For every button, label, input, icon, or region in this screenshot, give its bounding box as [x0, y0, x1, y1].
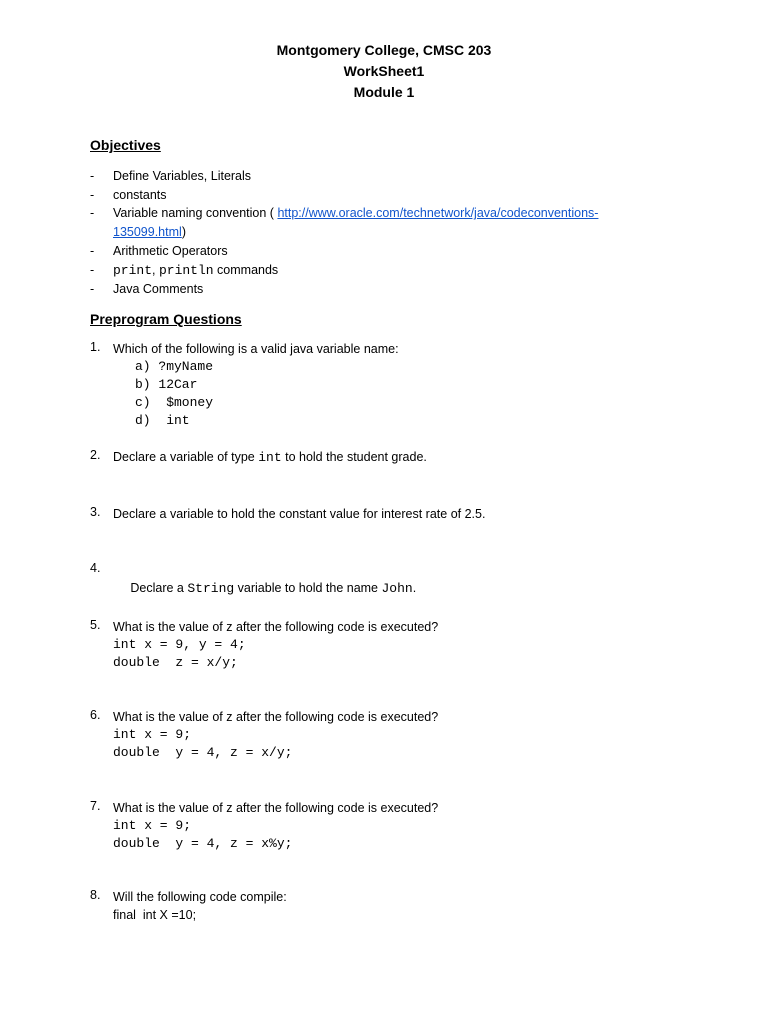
objective-item: - Arithmetic Operators — [90, 243, 228, 258]
code-line: int x = 9; — [113, 727, 192, 742]
option-b: b) 12Car — [135, 377, 198, 392]
question-7: 7. What is the value of z after the following code is executed? int x = 9; double y = 4, z = x%y; — [90, 799, 690, 853]
course-title: Montgomery College, CMSC 203 — [276, 42, 492, 58]
module-title: Module 1 — [353, 84, 415, 100]
question-8: 8. Will the following code compile: final int X =10; — [90, 888, 690, 924]
question-text: What is the value of z after the following code is executed? — [113, 801, 439, 815]
question-text: Declare a variable to hold the constant value for interest rate of 2.5. — [113, 507, 486, 521]
code-line: int x = 9, y = 4; — [113, 637, 246, 652]
question-text: What is the value of z after the following code is executed? — [113, 710, 439, 724]
question-1: 1. Which of the following is a valid java variable name: a) ?myName b) 12Car c) $money d) int — [90, 340, 690, 430]
option-a: a) ?myName — [135, 359, 214, 374]
option-d: d) int — [135, 413, 190, 428]
objectives-heading: Objectives — [90, 137, 161, 153]
question-4: 4. Declare a String variable to hold the name John. — [90, 561, 417, 596]
code-conventions-link[interactable]: http://www.oracle.com/technetwork/java/codeconventions-135099.html — [113, 206, 599, 240]
objective-item: - constants — [90, 187, 167, 202]
objectives-list — [90, 167, 650, 299]
question-text: Which of the following is a valid java variable name: — [113, 342, 399, 356]
worksheet-title: WorkSheet1 — [343, 63, 425, 79]
objective-item: - Variable naming convention ( http://www.oracle.com/technetwork/java/codeconventions-135099.html) — [90, 206, 599, 240]
question-text: What is the value of z after the following code is executed? — [113, 620, 439, 634]
code-line: double y = 4, z = x/y; — [113, 745, 293, 760]
code-line: double y = 4, z = x%y; — [113, 836, 293, 851]
document-header — [0, 40, 768, 103]
question-6: 6. What is the value of z after the following code is executed? int x = 9; double y = 4, z = x/y; — [90, 708, 690, 762]
options-list — [113, 358, 690, 430]
code-line: final int X =10; — [113, 908, 197, 922]
code-line: int x = 9; — [113, 818, 192, 833]
question-2: 2. Declare a variable of type int to hold the student grade. — [90, 448, 427, 465]
objective-item: - Define Variables, Literals — [90, 169, 252, 183]
objective-item: - Java Comments — [90, 282, 204, 297]
code-line: double z = x/y; — [113, 655, 238, 670]
question-text: Will the following code compile: — [113, 890, 287, 904]
preprogram-heading: Preprogram Questions — [90, 311, 242, 327]
question-5: 5. What is the value of z after the following code is executed? int x = 9, y = 4; double z = x/y; — [90, 618, 690, 672]
question-3: 3. Declare a variable to hold the constant value for interest rate of 2.5. — [90, 505, 690, 523]
objective-item: - print, println commands — [90, 262, 279, 278]
option-c: c) $money — [135, 395, 214, 410]
